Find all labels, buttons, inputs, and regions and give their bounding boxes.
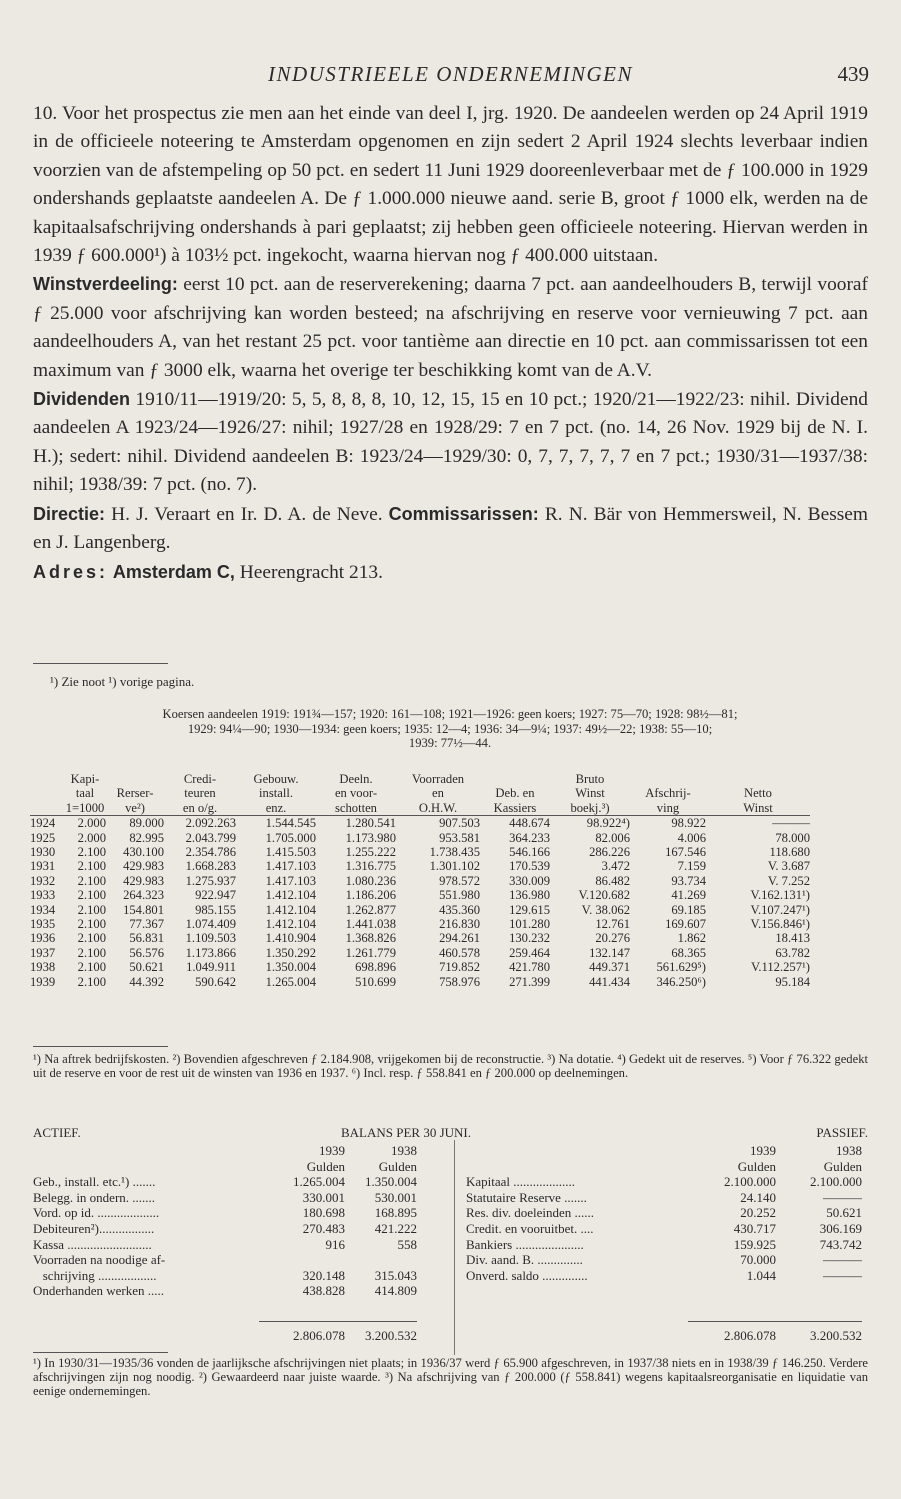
table-cell: 101.280: [509, 917, 550, 932]
year-header: 1938: [391, 1143, 417, 1158]
balans-row: [33, 1190, 417, 1206]
table-row: [30, 888, 810, 902]
balans-passief: [466, 1143, 862, 1344]
balans-item-label: Voorraden na noodige af-: [33, 1252, 166, 1268]
year-cell: 1937: [30, 945, 56, 960]
table-cell: V.156.846¹): [750, 917, 810, 932]
table-cell: 18.413: [775, 931, 810, 946]
table-cell: 2.100: [77, 931, 106, 946]
balans-item-label: Onderhanden werken .....: [33, 1283, 165, 1299]
balans-item-label: Div. aand. B. ..............: [466, 1252, 583, 1268]
table-row: [30, 946, 810, 960]
balans-item-value: [345, 1252, 417, 1268]
table-cell: 1.173.866: [185, 945, 236, 960]
table-row: [30, 903, 810, 917]
balans-row: [33, 1252, 417, 1268]
year-cell: 1930: [30, 845, 56, 860]
table-cell: 12.761: [595, 917, 630, 932]
koersen-line: 1939: 77½—44.: [408, 736, 492, 750]
table-cell: 170.539: [509, 859, 550, 874]
company-description: [33, 100, 868, 587]
winstverdeeling-paragraph: [33, 270, 868, 385]
table-cell: 1.417.103: [265, 873, 316, 888]
table-cell: 56.831: [129, 931, 164, 946]
table-cell: 441.434: [589, 974, 630, 989]
table-cell: 698.896: [355, 960, 396, 975]
column-header: Netto Winst: [706, 772, 810, 816]
balans-item-label: Kassa ..........................: [33, 1236, 152, 1252]
passief-label: PASSIEF.: [816, 1125, 868, 1140]
balans-item-value: 306.169: [819, 1220, 862, 1236]
balans-row: [33, 1221, 417, 1237]
passief-total: 2.806.078: [688, 1321, 776, 1343]
koersen-line: Koersen aandeelen 1919: 191¾—157; 1920: 161—108; 1921—1926: geen koers; 1927: 75—70; 1928: 98½—81;: [162, 707, 738, 721]
actief-label: ACTIEF.: [33, 1125, 81, 1140]
table-cell: 2.100: [77, 917, 106, 932]
year-cell: 1925: [30, 830, 56, 845]
table-cell: 953.581: [439, 830, 480, 845]
table-cell: 1.738.435: [429, 845, 480, 860]
table-cell: 56.576: [129, 945, 164, 960]
table-row: [30, 859, 810, 873]
table-cell: 1.275.937: [185, 873, 236, 888]
dividenden-label: Dividenden: [33, 389, 131, 410]
balans-item-value: 315.043: [374, 1267, 417, 1283]
balans-item-label: Bankiers .....................: [466, 1236, 584, 1252]
table-cell: 1.412.104: [265, 888, 316, 903]
table-cell: 546.166: [509, 845, 550, 860]
table-cell: 758.976: [439, 974, 480, 989]
table-cell: 1.301.102: [429, 859, 480, 874]
balans-row: [466, 1190, 862, 1206]
balans-item-value: 330.001: [302, 1189, 345, 1205]
table-cell: 1.186.206: [345, 888, 396, 903]
table-cell: 44.392: [129, 974, 164, 989]
dividenden-paragraph: [33, 385, 868, 500]
year-header: 1938: [836, 1143, 862, 1158]
commissarissen-text: R. N. Bär von Hemmersweil, N. Bessem en J. Langenberg.: [33, 503, 868, 554]
passief-total: 3.200.532: [776, 1321, 862, 1343]
table-cell: 294.261: [439, 931, 480, 946]
balans-item-value: 1.044: [746, 1267, 776, 1283]
table-cell: 136.980: [509, 888, 550, 903]
table-cell: 1.368.826: [345, 931, 396, 946]
table-cell: 7.159: [677, 859, 706, 874]
unit-header: Gulden: [378, 1158, 417, 1174]
page-number: 439: [837, 62, 869, 86]
table-cell: 435.360: [439, 902, 480, 917]
column-header: Deeln. en voor- schotten: [316, 772, 396, 816]
table-cell: 78.000: [775, 830, 810, 845]
table-cell: 3.472: [601, 859, 630, 874]
table-cell: 1.265.004: [265, 974, 316, 989]
footnote-rule: [33, 663, 168, 664]
table-cell: 510.699: [355, 974, 396, 989]
table-cell: 449.371: [589, 960, 630, 975]
table-cell: 1.316.775: [345, 859, 396, 874]
table-cell: 1.350.292: [265, 945, 316, 960]
column-header: Afschrij- ving: [630, 772, 706, 816]
adres-paragraph: [33, 558, 868, 587]
table-cell: ———: [772, 816, 810, 831]
table-cell: 41.269: [671, 888, 706, 903]
balans-row: [466, 1221, 862, 1237]
balans-item-label: Credit. en vooruitbet. ....: [466, 1220, 594, 1236]
table-cell: 2.100: [77, 888, 106, 903]
winstverdeeling-label: Winstverdeeling:: [33, 274, 178, 295]
year-cell: 1939: [30, 974, 56, 989]
table-cell: 1.280.541: [345, 816, 396, 831]
table-cell: 68.365: [671, 945, 706, 960]
commissarissen-label: Commissarissen:: [388, 503, 539, 524]
table-cell: 129.615: [509, 902, 550, 917]
balans-item-value: ———: [823, 1189, 862, 1205]
balans-item-value: 916: [325, 1236, 345, 1252]
column-header: Gebouw. install. enz.: [236, 772, 316, 816]
table-row: [30, 874, 810, 888]
table-cell: 1.080.236: [345, 873, 396, 888]
winstverdeeling-text: eerst 10 pct. aan de reserverekening; daarna 7 pct. aan aandeelhouders B, terwijl vooraf ƒ 25.000 voor afschrijving kan worden besteed; na afschrijving en reserve voor vernieuwing 7 pct. aan aandeelhouders A, van het restant 25 pct. voor tantième aan directie en 10 pct. aan commissarissen tot een maximum van ƒ 3000 elk, waarna het overige ter beschikking komt van de A.V.: [33, 274, 868, 381]
unit-header: Gulden: [306, 1158, 345, 1174]
balans-actief: [33, 1143, 417, 1344]
balans-item-value: 180.698: [302, 1205, 345, 1221]
table-cell: 95.184: [775, 974, 810, 989]
table-cell: 2.092.263: [185, 816, 236, 831]
year-cell: 1938: [30, 960, 56, 975]
table-cell: 719.852: [439, 960, 480, 975]
table-row: [30, 917, 810, 931]
year-cell: 1935: [30, 917, 56, 932]
table-cell: V. 38.062: [581, 902, 630, 917]
table-cell: 216.830: [439, 917, 480, 932]
balans-row: [466, 1205, 862, 1221]
table-cell: 20.276: [595, 931, 630, 946]
table-cell: 421.780: [509, 960, 550, 975]
column-header: Voorraden en O.H.W.: [396, 772, 480, 816]
balans-item-value: 530.001: [374, 1189, 417, 1205]
adres-label: Adres:: [33, 561, 109, 582]
footnote-1: ¹) Zie noot ¹) vorige pagina.: [50, 674, 195, 689]
table-cell: 98.922⁴): [586, 816, 630, 831]
table-cell: 2.100: [77, 945, 106, 960]
table-cell: 2.100: [77, 974, 106, 989]
table-cell: 264.323: [123, 888, 164, 903]
table-cell: 2.000: [77, 830, 106, 845]
year-header: 1939: [750, 1143, 776, 1158]
table-row: [30, 816, 810, 831]
table-cell: 118.680: [769, 845, 810, 860]
balans-item-label: Onverd. saldo ..............: [466, 1267, 588, 1283]
unit-header: Gulden: [823, 1158, 862, 1174]
table-cell: V.107.247¹): [750, 902, 810, 917]
table-row: [30, 845, 810, 859]
balans-item-value: 421.222: [374, 1220, 417, 1236]
table-cell: 77.367: [129, 917, 164, 932]
table-cell: 364.233: [509, 830, 550, 845]
balans-item-label: Res. div. doeleinden ......: [466, 1205, 595, 1221]
balans-item-value: 20.252: [740, 1205, 776, 1221]
balans-divider: [454, 1140, 455, 1355]
table-row: [30, 975, 810, 989]
directie-paragraph: [33, 500, 868, 558]
table-cell: 2.000: [77, 816, 106, 831]
balans-item-label: Statutaire Reserve .......: [466, 1189, 587, 1205]
table-cell: 69.185: [671, 902, 706, 917]
adres-text: Heerengracht 213.: [234, 561, 383, 583]
balans-item-value: 270.483: [302, 1220, 345, 1236]
column-header: Bruto Winst boekj.³): [550, 772, 630, 816]
table-cell: 2.100: [77, 902, 106, 917]
year-cell: 1934: [30, 902, 56, 917]
table-cell: 259.464: [509, 945, 550, 960]
balans-item-label: Belegg. in ondern. .......: [33, 1189, 156, 1205]
table-cell: 922.947: [195, 888, 236, 903]
table-cell: 2.100: [77, 873, 106, 888]
column-header: Deb. en Kassiers: [480, 772, 550, 816]
table-cell: V. 7.252: [767, 873, 810, 888]
table-cell: 551.980: [439, 888, 480, 903]
balans-item-value: 414.809: [374, 1283, 417, 1299]
balans-item-value: 2.100.000: [810, 1174, 862, 1190]
balans-item-value: [259, 1252, 345, 1268]
column-header: Credi- teuren en o/g.: [164, 772, 236, 816]
table-cell: 50.621: [129, 960, 164, 975]
table-cell: V.162.131¹): [750, 888, 810, 903]
balans-title: BALANS PER 30 JUNI.: [341, 1125, 472, 1140]
year-cell: 1936: [30, 931, 56, 946]
table-cell: 978.572: [439, 873, 480, 888]
balans-row: [33, 1237, 417, 1253]
table-cell: 429.983: [123, 873, 164, 888]
balans-item-value: 1.350.004: [365, 1174, 417, 1190]
column-header: Rerser- ve²): [106, 772, 164, 816]
year-header: 1939: [319, 1143, 345, 1158]
table-cell: 1.412.104: [265, 902, 316, 917]
actief-total: 3.200.532: [345, 1321, 417, 1343]
balans-item-value: 2.100.000: [724, 1174, 776, 1190]
table-cell: 2.100: [77, 960, 106, 975]
table-row: [30, 831, 810, 845]
table-cell: 1.410.904: [265, 931, 316, 946]
running-header: [0, 62, 901, 88]
unit-header: Gulden: [737, 1158, 776, 1174]
table-cell: 1.109.503: [185, 931, 236, 946]
table-cell: 1.415.503: [265, 845, 316, 860]
balans-item-value: 70.000: [740, 1252, 776, 1268]
running-title: INDUSTRIEELE ONDERNEMINGEN: [267, 62, 634, 86]
year-cell: 1932: [30, 873, 56, 888]
footnote-rule: [33, 1352, 168, 1353]
table-cell: 1.350.004: [265, 960, 316, 975]
table-cell: 907.503: [439, 816, 480, 831]
table-cell: 1.049.911: [186, 960, 236, 975]
footnote-rule: [33, 1046, 168, 1047]
balans-row: [33, 1174, 417, 1190]
balans-item-value: 320.148: [302, 1267, 345, 1283]
balans-row: [33, 1268, 417, 1284]
actief-total: 2.806.078: [259, 1321, 345, 1343]
footnote-block-3: ¹) In 1930/31—1935/36 vonden de jaarlijksche afschrijvingen niet plaats; in 1936/37 werd ƒ 65.900 afgeschreven, in 1937/38 niets en in 1938/39 ƒ 146.250. Verdere afschrijvingen zijn nog noodig. ²) Gewaardeerd naar juiste waarde. ³) Na afschrijving van ƒ 200.000 (ƒ 558.841) wegens kapitaalsreorganisatie en liquidatie van eenige ondernemingen.: [33, 1356, 868, 1399]
table-cell: 82.006: [595, 830, 630, 845]
table-cell: 82.995: [129, 830, 164, 845]
balans-item-value: 743.742: [819, 1236, 862, 1252]
koersen-line: 1929: 94¼—90; 1930—1934: geen koers; 1935: 12—4; 1936: 34—9¼; 1937: 49½—22; 1938: 55—10;: [187, 721, 713, 736]
table-cell: 985.155: [195, 902, 236, 917]
balans-item-value: ———: [823, 1267, 862, 1283]
balans-item-value: 159.925: [733, 1236, 776, 1252]
table-cell: 430.100: [123, 845, 164, 860]
table-cell: 561.629⁵): [656, 960, 706, 975]
balans-item-value: ———: [823, 1252, 862, 1268]
column-header: [30, 772, 64, 816]
column-header: Kapi- taal 1=1000: [65, 772, 105, 815]
table-cell: 429.983: [123, 859, 164, 874]
table-cell: 2.043.799: [185, 830, 236, 845]
balans-item-label: Geb., install. etc.¹) .......: [33, 1174, 156, 1190]
prospectus-paragraph: 10. Voor het prospectus zie men aan het einde van deel I, jrg. 1920. De aandeelen werden op 24 April 1919 in de officieele noteering te Amsterdam opgenomen en zijn sedert 2 April 1924 slechts leverbaar indien voorzien van de afstempeling op 50 pct. en sedert 11 Juni 1929 dooreenleverbaar met de ƒ 100.000 in 1929 ondershands geplaatste aandeelen A. De ƒ 1.000.000 nieuwe aand. serie B, groot ƒ 1000 elk, werden na de kapitaalsafschrijving ondershands à pari geplaatst; zij hebben geen officieele noteering. Hiervan werden in 1939 ƒ 600.000¹) à 103½ pct. ingekocht, waarna hiervan nog ƒ 400.000 uitstaan.: [33, 103, 868, 267]
balans-header: [33, 1125, 868, 1141]
table-cell: V.120.682: [578, 888, 630, 903]
table-cell: 330.009: [509, 873, 550, 888]
table-cell: 1.261.779: [345, 945, 396, 960]
table-cell: 89.000: [129, 816, 164, 831]
table-cell: 590.642: [195, 974, 236, 989]
table-cell: 98.922: [671, 816, 706, 831]
table-cell: 130.232: [509, 931, 550, 946]
balans-row: [466, 1252, 862, 1268]
balans-item-label: Vord. op id. ...................: [33, 1205, 160, 1221]
table-cell: 2.100: [77, 845, 106, 860]
table-cell: 154.801: [123, 902, 164, 917]
table-cell: 286.226: [589, 845, 630, 860]
table-cell: V. 3.687: [767, 859, 810, 874]
table-cell: 1.255.222: [345, 845, 396, 860]
table-cell: 2.354.786: [185, 845, 236, 860]
table-cell: 448.674: [509, 816, 550, 831]
directie-text: H. J. Veraart en Ir. D. A. de Neve.: [105, 503, 389, 525]
table-cell: 271.399: [509, 974, 550, 989]
financial-table: [30, 772, 810, 989]
balans-item-value: 430.717: [733, 1220, 776, 1236]
table-cell: 1.705.000: [265, 830, 316, 845]
table-row: [30, 931, 810, 945]
table-row: [30, 960, 810, 974]
table-cell: 1.862: [677, 931, 706, 946]
directie-label: Directie:: [33, 503, 106, 524]
year-cell: 1933: [30, 888, 56, 903]
table-cell: 4.006: [677, 830, 706, 845]
year-cell: 1931: [30, 859, 56, 874]
table-cell: 1.417.103: [265, 859, 316, 874]
table-cell: 86.482: [595, 873, 630, 888]
table-cell: 1.544.545: [265, 816, 316, 831]
balans-row: [33, 1283, 417, 1299]
balans-item-label: Debiteuren²).................: [33, 1220, 155, 1236]
balans-item-value: 558: [397, 1236, 417, 1252]
balans-item-label: schrijving ..................: [33, 1267, 157, 1283]
table-cell: V.112.257¹): [750, 960, 810, 975]
table-cell: 1.262.877: [345, 902, 396, 917]
koersen-block: [30, 707, 870, 751]
dividenden-text: 1910/11—1919/20: 5, 5, 8, 8, 8, 10, 12, 15, 15 en 10 pct.; 1920/21—1922/23: nihil. Dividend aandeelen A 1923/24—1926/27: nihil; 1927/28 en 1928/29: 7 en 7 pct. (no. 14, 26 Nov. 1929 bij de N. I. H.); sedert: nihil. Dividend aandeelen B: 1923/24—1929/30: 0, 7, 7, 7, 7, 7 en 7 pct.; 1930/31—1937/38: nihil; 1938/39: 7 pct. (no. 7).: [33, 389, 868, 496]
table-cell: 2.100: [77, 859, 106, 874]
table-cell: 93.734: [671, 873, 706, 888]
balans-row: [466, 1268, 862, 1284]
table-cell: 1.074.409: [185, 917, 236, 932]
table-cell: 63.782: [775, 945, 810, 960]
balans-item-value: 168.895: [374, 1205, 417, 1221]
balans-row: [466, 1174, 862, 1190]
table-cell: 1.173.980: [345, 830, 396, 845]
year-cell: 1924: [30, 816, 56, 831]
table-cell: 1.412.104: [265, 917, 316, 932]
balans-item-value: 1.265.004: [293, 1174, 345, 1190]
table-cell: 460.578: [439, 945, 480, 960]
balans-item-value: 24.140: [740, 1189, 776, 1205]
balans-row: [466, 1237, 862, 1253]
table-cell: 1.441.038: [345, 917, 396, 932]
table-cell: 1.668.283: [185, 859, 236, 874]
adres-city: Amsterdam C,: [112, 561, 235, 582]
table-cell: 132.147: [589, 945, 630, 960]
balans-item-label: Kapitaal ...................: [466, 1174, 576, 1190]
balans-item-value: 50.621: [826, 1205, 862, 1221]
balans-row: [33, 1205, 417, 1221]
table-cell: 169.607: [665, 917, 706, 932]
footnote-block-2: ¹) Na aftrek bedrijfskosten. ²) Bovendien afgeschreven ƒ 2.184.908, vrijgekomen bij de reconstructie. ³) Na dotatie. ⁴) Gedekt uit de reserves. ⁵) Voor ƒ 76.322 gedekt uit de reserve en voor de rest uit de winsten van 1936 en 1937. ⁶) Incl. resp. ƒ 558.841 en ƒ 200.000 op deelnemingen.: [33, 1052, 868, 1080]
table-cell: 167.546: [665, 845, 706, 860]
table-cell: 346.250⁶): [656, 974, 706, 989]
balans-item-value: 438.828: [302, 1283, 345, 1299]
